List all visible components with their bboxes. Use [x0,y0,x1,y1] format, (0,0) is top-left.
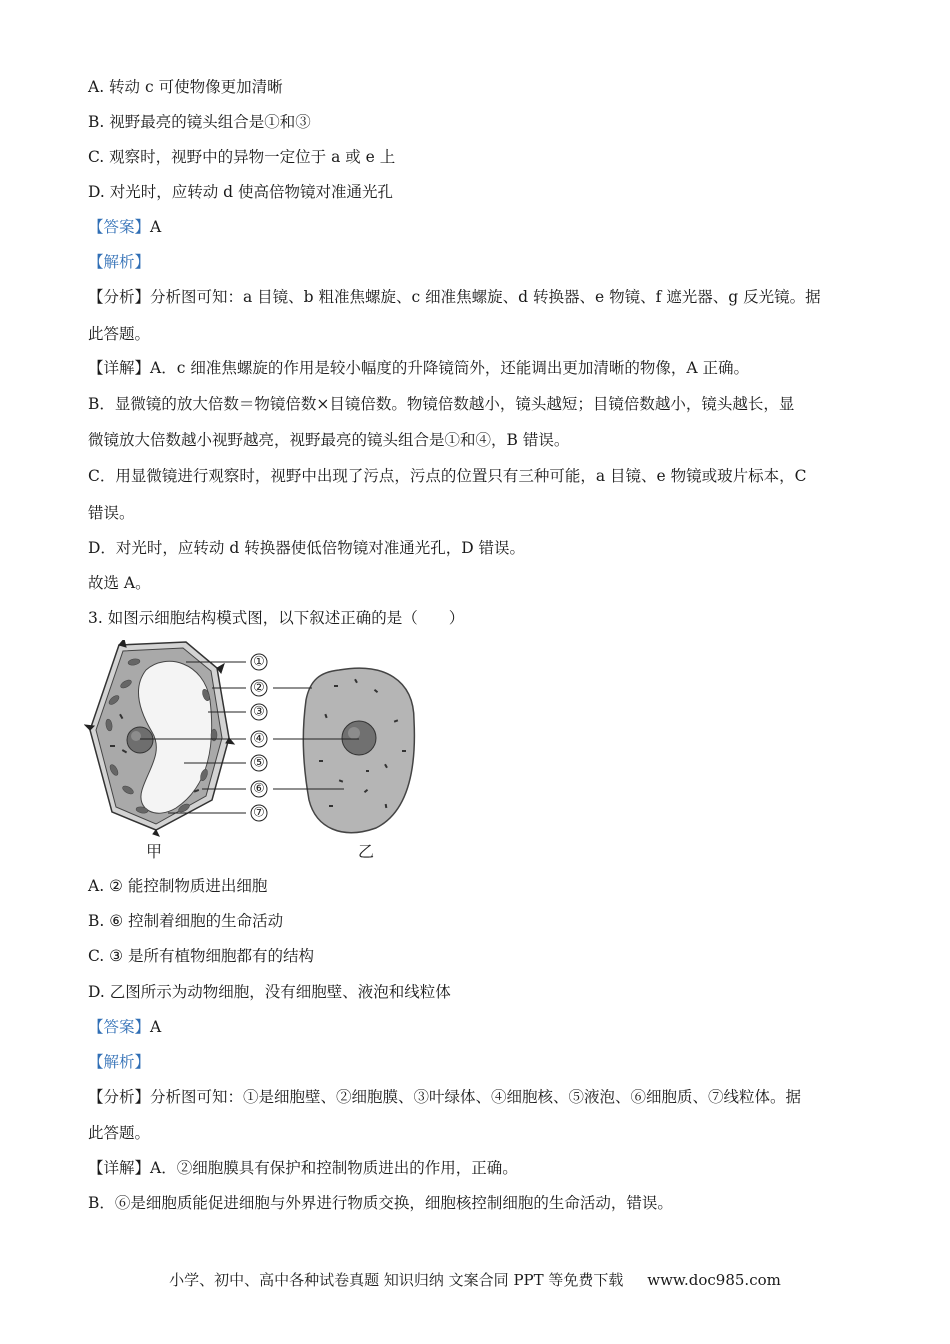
q3-xiangjie-b: B．⑥是细胞质能促进细胞与外界进行物质交换，细胞核控制细胞的生命活动，错误。 [88,1194,673,1212]
fenxi-text: 分析图可知：a 目镜、b 粗准焦螺旋、c 细准焦螺旋、d 转换器、e 物镜、f 遮光器、g 反光镜。据 [150,288,821,306]
footer-url[interactable]: www.doc985.com [647,1271,781,1289]
q2-xiangjie-c: C．用显微镜进行观察时，视野中出现了污点，污点的位置只有三种可能，a 目镜、e 物镜或玻片标本，C [88,467,807,485]
animal-cell [303,668,414,832]
answer-tag: 【答案】 [88,218,151,236]
analysis-tag: 【解析】 [88,253,151,271]
q3-fenxi [88,1087,860,1107]
q2-xiangjie-c-cont: 错误。 [88,504,135,522]
q3-option-b: B. ⑥ 控制着细胞的生命活动 [88,912,284,930]
q2-answer [88,217,860,237]
cell-structure-diagram [84,640,424,865]
q3-fenxi-cont: 此答题。 [88,1124,151,1142]
q3-stem: 3. 如图示细胞结构模式图，以下叙述正确的是（ ） [88,609,465,627]
answer-value: A [150,1018,162,1036]
cell-b-label: 乙 [358,842,375,861]
fenxi-tag: 【分析】 [88,288,151,306]
fenxi-text: 分析图可知：①是细胞壁、②细胞膜、③叶绿体、④细胞核、⑤液泡、⑥细胞质、⑦线粒体。据 [150,1088,802,1106]
q2-fenxi-cont: 此答题。 [88,325,151,343]
footer-text: 小学、初中、高中各种试卷真题 知识归纳 文案合同 PPT 等免费下载 [169,1271,624,1289]
q2-option-b: B. 视野最亮的镜头组合是①和③ [88,113,311,131]
page-footer [0,1270,950,1290]
animal-nucleolus [348,727,360,739]
q3-option-d: D. 乙图所示为动物细胞，没有细胞壁、液泡和线粒体 [88,983,451,1001]
xiangjie-a-text: A．②细胞膜具有保护和控制物质进出的作用，正确。 [150,1159,518,1177]
fenxi-tag: 【分析】 [88,1088,151,1106]
q2-xiangjie-a [88,358,860,378]
label-6: ⑥ [253,781,265,797]
q3-answer [88,1017,860,1037]
nucleolus [131,731,141,741]
q2-conclusion: 故选 A。 [88,574,151,592]
q3-xiangjie-a [88,1158,860,1178]
answer-value: A [150,218,162,236]
label-7: ⑦ [253,805,265,821]
animal-nucleus [342,721,376,755]
xiangjie-tag: 【详解】 [88,359,151,377]
q2-fenxi [88,287,860,307]
q2-xiangjie-b: B．显微镜的放大倍数＝物镜倍数×目镜倍数。物镜倍数越小，镜头越短；目镜倍数越小，镜头越长，显 [88,395,795,413]
plant-cell [85,640,234,836]
q3-option-a: A. ② 能控制物质进出细胞 [88,877,268,895]
q3-analysis-heading [88,1052,860,1072]
q2-option-d: D. 对光时，应转动 d 使高倍物镜对准通光孔 [88,183,394,201]
q3-option-c: C. ③ 是所有植物细胞都有的结构 [88,947,314,965]
label-4: ④ [253,731,265,747]
label-2: ② [253,680,265,696]
q2-option-c: C. 观察时，视野中的异物一定位于 a 或 e 上 [88,148,396,166]
xiangjie-tag: 【详解】 [88,1159,151,1177]
answer-tag: 【答案】 [88,1018,151,1036]
xiangjie-a-text: A．c 细准焦螺旋的作用是较小幅度的升降镜筒外，还能调出更加清晰的物像，A 正确。 [150,359,749,377]
analysis-tag: 【解析】 [88,1053,151,1071]
label-1: ① [253,654,265,670]
q2-xiangjie-d: D．对光时，应转动 d 转换器使低倍物镜对准通光孔，D 错误。 [88,539,526,557]
label-5: ⑤ [253,755,265,771]
cell-a-label: 甲 [146,842,163,861]
nucleus [127,727,153,753]
q2-option-a: A. 转动 c 可使物像更加清晰 [88,78,283,96]
q2-xiangjie-b-cont: 微镜放大倍数越小视野越亮，视野最亮的镜头组合是①和④，B 错误。 [88,431,570,449]
q2-analysis-heading [88,252,860,272]
label-3: ③ [253,704,265,720]
